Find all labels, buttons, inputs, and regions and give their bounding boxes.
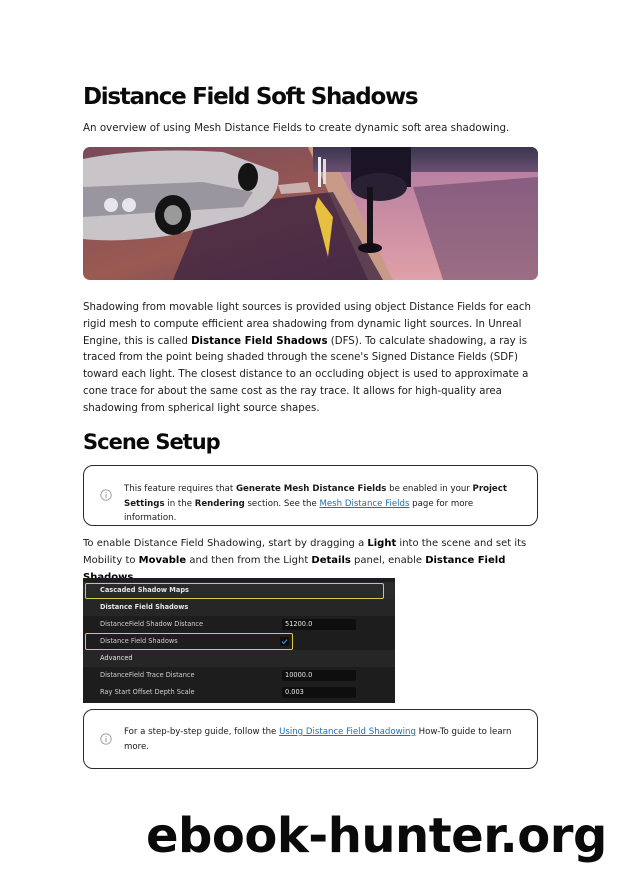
- page-subtitle: An overview of using Mesh Distance Fields to create dynamic soft area shadowing.: [83, 122, 510, 134]
- category-advanced[interactable]: Advanced: [83, 650, 395, 667]
- mesh-distance-fields-link[interactable]: Mesh Distance Fields: [319, 498, 410, 509]
- info-callout-requirements: This feature requires that Generate Mesh Distance Fields be enabled in your Project Settings in the Rendering section. See the Mesh Distance Fields page for more information.: [83, 465, 538, 526]
- watermark: ebook-hunter.org: [146, 808, 607, 864]
- row-distance-field-shadows: Distance Field Shadows: [83, 633, 395, 650]
- highlight-box: [85, 633, 293, 650]
- enable-instructions: To enable Distance Field Shadowing, start by dragging a Light into the scene and set its Mobility to Movable and then from the Light Details panel, enable Distance Field: [83, 538, 527, 566]
- intro-paragraph: Shadowing from movable light sources is provided using object Distance Fields for each rigid mesh to compute efficient area shadowing from dynamic light sources. In Unreal Engine, this is called Distance Field Shadows (DFS). To calculate shadowing, a ray is traced from the point being shaded through the scene's Signed Distance Fields (SDF) toward each light. The closest distance to an occluding object is used to approximate a cone trace for about the same cost as the ray trace. It allows for high-quality area shadowing from spherical light source shapes.: [83, 302, 531, 414]
- row-ray-start-offset: Ray Start Offset Depth Scale 0.003: [83, 684, 395, 701]
- highlight-box: [85, 583, 384, 599]
- info-icon: [100, 489, 112, 501]
- shadow-distance-field[interactable]: 51200.0: [282, 619, 356, 630]
- dfs-term: Distance Field Shadows: [191, 335, 328, 347]
- info-icon: [100, 733, 112, 745]
- page-title: Distance Field Soft Shadows: [83, 84, 418, 110]
- category-cascaded-shadow-maps[interactable]: Cascaded Shadow Maps: [83, 582, 395, 599]
- section-heading-scene-setup: Scene Setup: [83, 430, 220, 454]
- using-dfs-howto-link[interactable]: Using Distance Field Shadowing: [279, 727, 416, 737]
- hero-image: [83, 147, 538, 280]
- trace-distance-field[interactable]: 10000.0: [282, 670, 356, 681]
- light-details-panel: [83, 578, 395, 703]
- info-callout-howto: For a step-by-step guide, follow the Using Distance Field Shadowing How-To guide to learn more.: [83, 709, 538, 769]
- ray-start-offset-field[interactable]: 0.003: [282, 687, 356, 698]
- row-distancefield-shadow-distance: DistanceField Shadow Distance 51200.0: [83, 616, 395, 633]
- category-distance-field-shadows[interactable]: Distance Field Shadows: [83, 599, 395, 616]
- row-distancefield-trace-distance: DistanceField Trace Distance 10000.0: [83, 667, 395, 684]
